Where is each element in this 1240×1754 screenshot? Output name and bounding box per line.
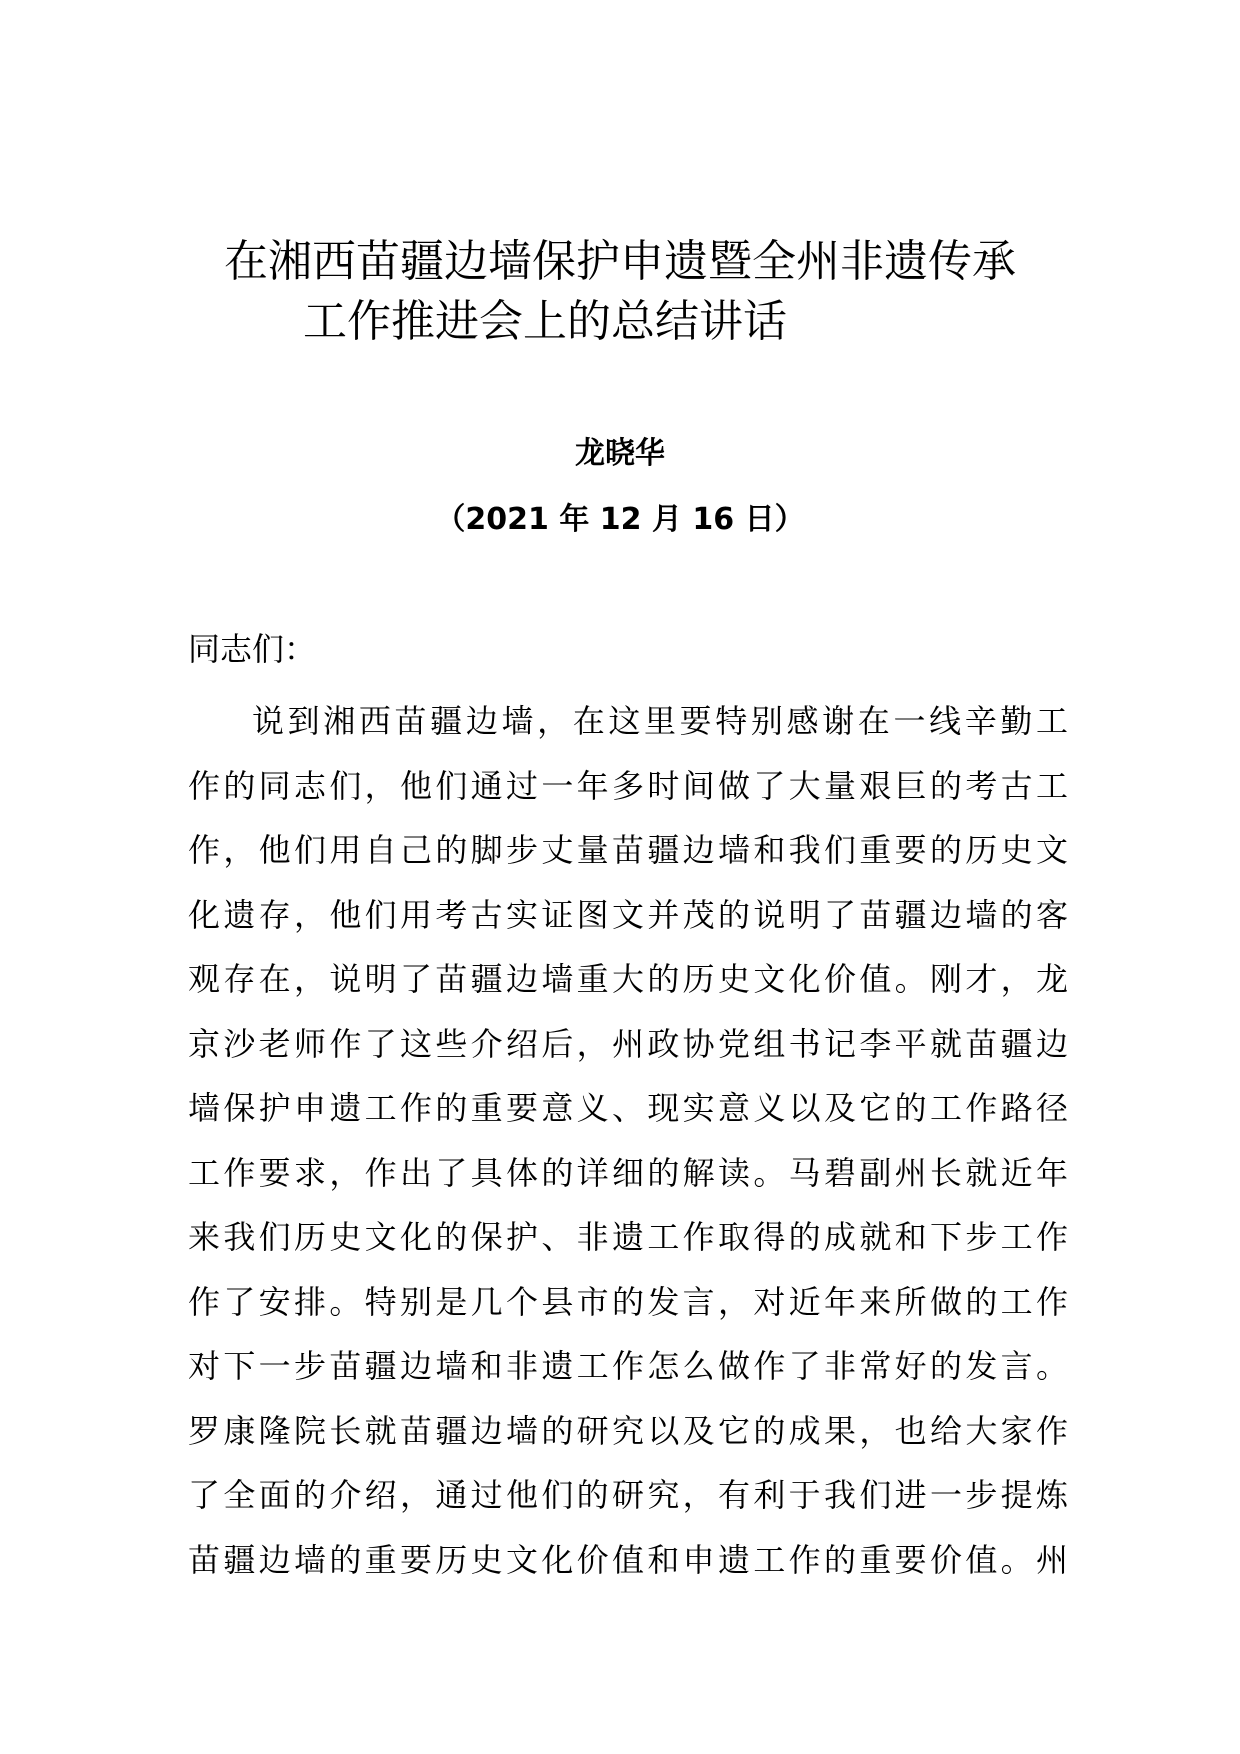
speech-date: （2021 年 12 月 16 日） bbox=[435, 502, 805, 537]
body-line: 观存在，说明了苗疆边墙重大的历史文化价值。刚才，龙 bbox=[188, 960, 1068, 998]
salutation: 同志们： bbox=[188, 630, 317, 668]
author-name: 龙晓华 bbox=[575, 436, 665, 471]
body-line: 苗疆边墙的重要历史文化价值和申遗工作的重要价值。州 bbox=[188, 1540, 1068, 1579]
title-line-2: 工作推进会上的总结讲话 bbox=[303, 296, 787, 347]
body-line: 工作要求，作出了具体的详细的解读。马碧副州长就近年 bbox=[188, 1153, 1068, 1192]
title-line-1: 在湘西苗疆边墙保护申遗暨全州非遗传承 bbox=[224, 236, 1016, 287]
body-line: 说到湘西苗疆边墙，在这里要特别感谢在一线辛勤工 bbox=[252, 702, 1068, 740]
body-line: 对下一步苗疆边墙和非遗工作怎么做作了非常好的发言。 bbox=[188, 1347, 1068, 1385]
body-line: 作了安排。特别是几个县市的发言，对近年来所做的工作 bbox=[188, 1282, 1068, 1321]
body-line: 化遗存，他们用考古实证图文并茂的说明了苗疆边墙的客 bbox=[188, 895, 1068, 934]
body-line: 墙保护申遗工作的重要意义、现实意义以及它的工作路径 bbox=[188, 1089, 1068, 1127]
body-line: 作，他们用自己的脚步丈量苗疆边墙和我们重要的历史文 bbox=[188, 831, 1068, 869]
body-line: 作的同志们，他们通过一年多时间做了大量艰巨的考古工 bbox=[188, 766, 1068, 805]
body-paragraph bbox=[188, 689, 1068, 1592]
body-line: 了全面的介绍，通过他们的研究，有利于我们进一步提炼 bbox=[188, 1476, 1068, 1514]
body-line: 罗康隆院长就苗疆边墙的研究以及它的成果，也给大家作 bbox=[188, 1411, 1068, 1450]
body-line: 京沙老师作了这些介绍后，州政协党组书记李平就苗疆边 bbox=[188, 1024, 1068, 1063]
body-line: 来我们历史文化的保护、非遗工作取得的成就和下步工作 bbox=[188, 1218, 1068, 1256]
document-title bbox=[150, 232, 1090, 352]
